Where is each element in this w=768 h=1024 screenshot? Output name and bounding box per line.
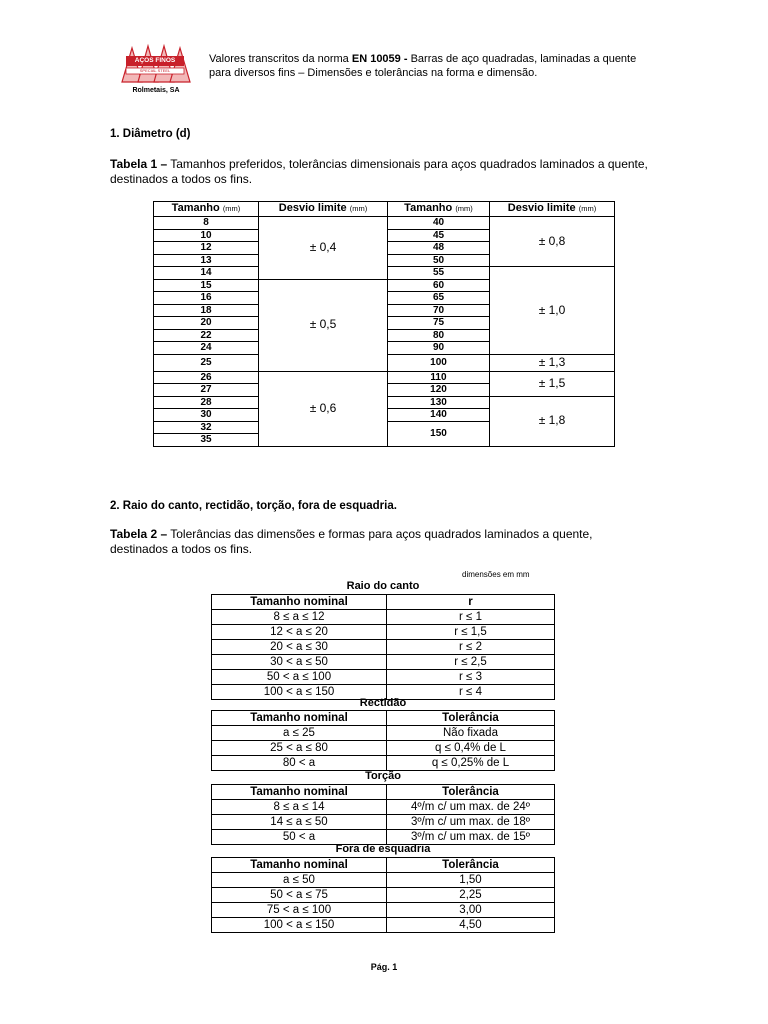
size-range: 50 < a ≤ 100: [212, 670, 387, 685]
tolerance-value: 4º/m c/ um max. de 24º: [387, 800, 555, 815]
size-cell: 30: [154, 409, 259, 422]
size-cell: 80: [388, 329, 490, 342]
intro-suffix: Barras de aço quadradas, laminadas a quente para diversos fins – Dimensões e tolerâncias na forma e dimensão.: [209, 53, 637, 79]
size-cell: 10: [154, 229, 259, 242]
size-range: 80 < a: [212, 756, 387, 771]
tolerance-value: q ≤ 0,4% de L: [387, 741, 555, 756]
torcao-table: [211, 784, 555, 845]
deviation-cell: ± 1,8: [490, 396, 615, 446]
size-cell: 22: [154, 329, 259, 342]
radius-value: r ≤ 2: [387, 640, 555, 655]
raio-col-r: r: [387, 595, 555, 610]
esquadria-title: Fora de esquadria: [335, 843, 431, 855]
table-row: [212, 655, 555, 670]
section1-title: 1. Diâmetro (d): [110, 128, 191, 140]
deviation-cell: ± 1,0: [490, 267, 615, 355]
size-range: 100 < a ≤ 150: [212, 918, 387, 933]
rectidao-col-tol: Tolerância: [387, 711, 555, 726]
size-range: a ≤ 25: [212, 726, 387, 741]
table-row: [212, 625, 555, 640]
size-range: 12 < a ≤ 20: [212, 625, 387, 640]
company-name: Rolmetais, SA: [132, 87, 180, 94]
size-cell: 90: [388, 342, 490, 355]
torcao-col-tol: Tolerância: [387, 785, 555, 800]
table1-col-size-left: [154, 202, 259, 217]
table1-col-dev-right: [490, 202, 615, 217]
size-cell: 26: [154, 371, 259, 384]
size-range: 25 < a ≤ 80: [212, 741, 387, 756]
tolerance-value: 3º/m c/ um max. de 18º: [387, 815, 555, 830]
radius-value: r ≤ 2,5: [387, 655, 555, 670]
tolerance-value: 3º/m c/ um max. de 15º: [387, 830, 555, 845]
size-range: 50 < a: [212, 830, 387, 845]
table1-label: Tabela 1 –: [110, 157, 168, 171]
col-label: Desvio limite: [278, 202, 347, 215]
radius-value: r ≤ 1,5: [387, 625, 555, 640]
section2-title: 2. Raio do canto, rectidão, torção, fora de esquadria.: [110, 500, 397, 512]
deviation-cell: ± 1,3: [490, 354, 615, 371]
deviation-cell: ± 0,6: [259, 371, 388, 446]
tolerance-value: 1,50: [387, 873, 555, 888]
raio-table: [211, 594, 555, 700]
size-cell: 8: [154, 217, 259, 230]
size-cell: 100: [388, 354, 490, 371]
size-cell: 120: [388, 384, 490, 397]
size-cell: 140: [388, 409, 490, 422]
table1-col-dev-left: [259, 202, 388, 217]
size-cell: 27: [154, 384, 259, 397]
size-cell: 24: [154, 342, 259, 355]
table1-caption: [110, 157, 650, 187]
table-row: [212, 918, 555, 933]
size-range: 100 < a ≤ 150: [212, 685, 387, 700]
deviation-cell: ± 0,5: [259, 279, 388, 371]
company-logo: [116, 42, 194, 104]
page-number: Pág. 1: [370, 962, 398, 972]
deviation-cell: ± 1,5: [490, 371, 615, 396]
size-cell: 18: [154, 304, 259, 317]
size-cell: 110: [388, 371, 490, 384]
table-row: [212, 741, 555, 756]
size-cell: 12: [154, 242, 259, 255]
col-label: Desvio limite: [507, 202, 576, 215]
table-row: [212, 640, 555, 655]
table-row: [212, 756, 555, 771]
table-row: [212, 610, 555, 625]
table-row: [212, 873, 555, 888]
size-cell: 50: [388, 254, 490, 267]
table-row: [212, 903, 555, 918]
size-range: 20 < a ≤ 30: [212, 640, 387, 655]
unit-label: (mm): [455, 204, 473, 214]
table-row: [212, 726, 555, 741]
raio-col-size: Tamanho nominal: [212, 595, 387, 610]
col-label: Tamanho: [171, 202, 220, 215]
deviation-cell: ± 0,8: [490, 217, 615, 267]
table-row: [212, 888, 555, 903]
intro-prefix: Valores transcritos da norma: [209, 53, 352, 65]
unit-label: (mm): [578, 204, 597, 214]
radius-value: r ≤ 3: [387, 670, 555, 685]
unit-label: (mm): [222, 204, 241, 214]
esquadria-col-tol: Tolerância: [387, 858, 555, 873]
units-note: dimensões em mm: [462, 570, 530, 579]
size-cell: 40: [388, 217, 490, 230]
tolerance-value: 2,25: [387, 888, 555, 903]
table1-col-size-right: [388, 202, 490, 217]
size-cell: 32: [154, 421, 259, 434]
size-cell: 150: [388, 421, 490, 446]
table-row: [212, 670, 555, 685]
torcao-title: Torção: [365, 770, 401, 782]
size-range: 14 ≤ a ≤ 50: [212, 815, 387, 830]
size-cell: 130: [388, 396, 490, 409]
radius-value: r ≤ 4: [387, 685, 555, 700]
size-cell: 35: [154, 434, 259, 447]
deviation-cell: ± 0,4: [259, 217, 388, 280]
rectidao-table: [211, 710, 555, 771]
table1-caption-text: Tamanhos preferidos, tolerâncias dimensionais para aços quadrados laminados a quente, destinados a todos os fins.: [110, 157, 648, 186]
size-cell: 14: [154, 267, 259, 280]
size-cell: 16: [154, 292, 259, 305]
size-range: 75 < a ≤ 100: [212, 903, 387, 918]
table1-header-row: [154, 202, 615, 217]
size-cell: 65: [388, 292, 490, 305]
size-range: 30 < a ≤ 50: [212, 655, 387, 670]
size-cell: 55: [388, 267, 490, 280]
size-cell: 25: [154, 354, 259, 371]
table2-caption-text: Tolerâncias das dimensões e formas para aços quadrados laminados a quente, destinados a todos os fins.: [110, 527, 593, 556]
table-row: [212, 800, 555, 815]
rectidao-title: Rectidão: [359, 697, 407, 709]
size-range: 8 ≤ a ≤ 12: [212, 610, 387, 625]
torcao-col-size: Tamanho nominal: [212, 785, 387, 800]
raio-title: Raio do canto: [346, 580, 420, 592]
tolerance-value: 3,00: [387, 903, 555, 918]
esquadria-col-size: Tamanho nominal: [212, 858, 387, 873]
tolerance-value: q ≤ 0,25% de L: [387, 756, 555, 771]
col-label: Tamanho: [404, 202, 453, 215]
table2-label: Tabela 2 –: [110, 527, 168, 541]
size-cell: 20: [154, 317, 259, 330]
size-cell: 13: [154, 254, 259, 267]
size-cell: 28: [154, 396, 259, 409]
size-cell: 75: [388, 317, 490, 330]
size-range: a ≤ 50: [212, 873, 387, 888]
size-cell: 48: [388, 242, 490, 255]
esquadria-table: [211, 857, 555, 933]
size-range: 50 < a ≤ 75: [212, 888, 387, 903]
rectidao-col-size: Tamanho nominal: [212, 711, 387, 726]
size-cell: 15: [154, 279, 259, 292]
norm-reference: EN 10059 -: [351, 53, 408, 65]
table2-caption: [110, 527, 650, 557]
header-intro: [209, 52, 649, 80]
size-cell: 45: [388, 229, 490, 242]
radius-value: r ≤ 1: [387, 610, 555, 625]
size-range: 8 ≤ a ≤ 14: [212, 800, 387, 815]
logo-sub-text: SPECIAL STEEL: [139, 68, 171, 73]
unit-label: (mm): [349, 204, 368, 214]
size-cell: 60: [388, 279, 490, 292]
tolerance-value: 4,50: [387, 918, 555, 933]
tolerance-value: Não fixada: [387, 726, 555, 741]
logo-banner-text: AÇOS FINOS: [134, 57, 176, 64]
size-cell: 70: [388, 304, 490, 317]
table1: [153, 201, 615, 447]
table-row: [212, 815, 555, 830]
